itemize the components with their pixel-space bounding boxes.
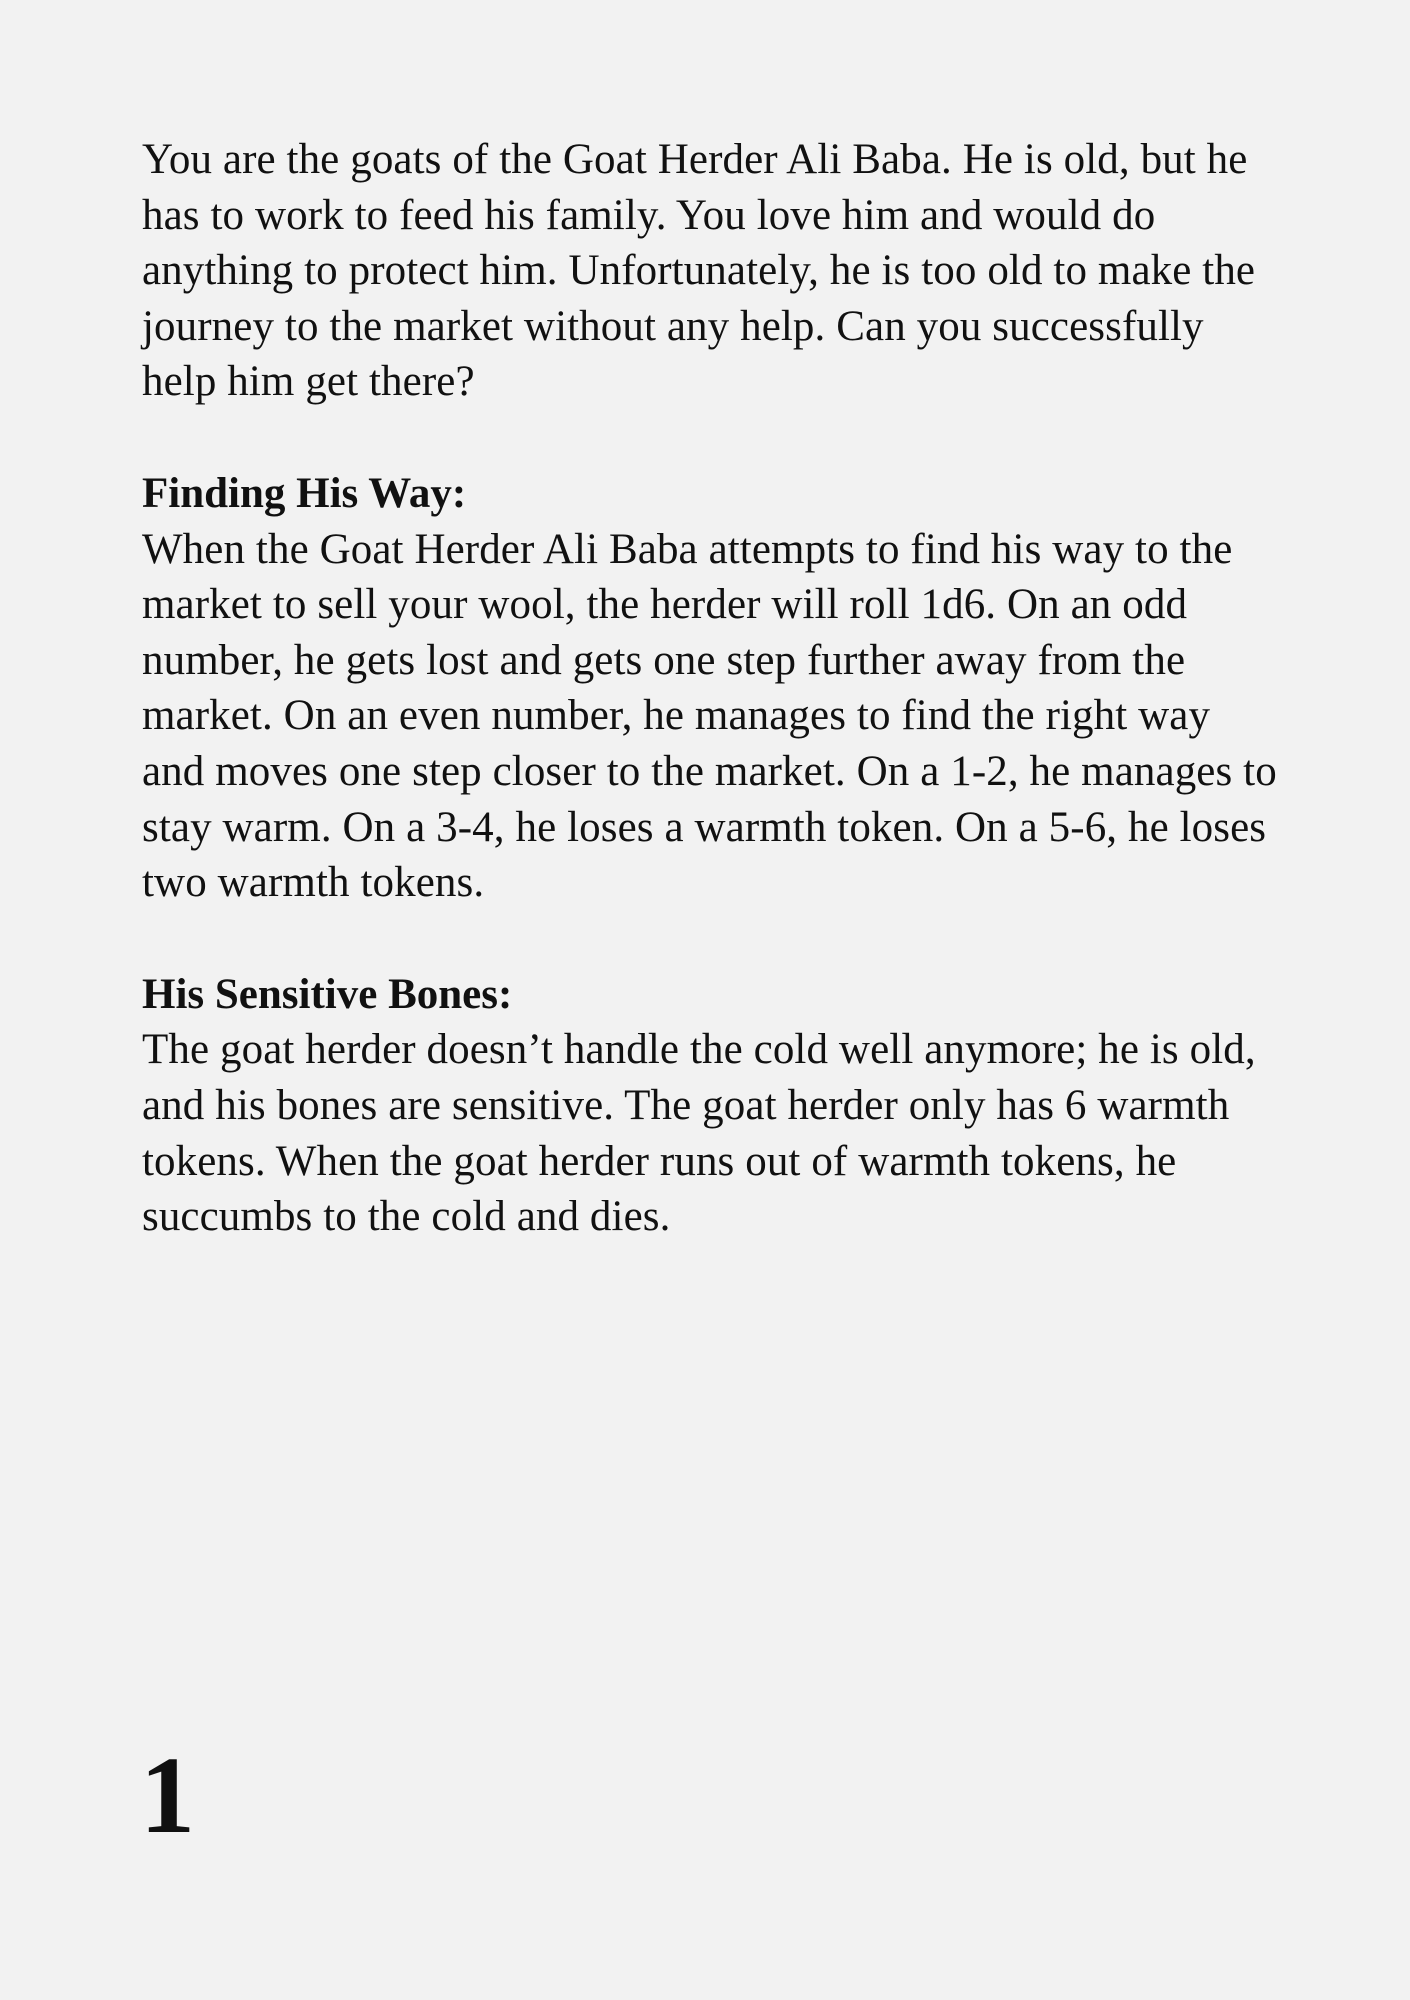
section-body: The goat herder doesn’t handle the cold well anymore; he is old, and his bones are sensitive. The goat herder only has 6 warmth tokens. When the goat herder runs out of warmth tokens, he succumbs to the cold and dies.: [142, 1026, 1256, 1241]
intro-paragraph: You are the goats of the Goat Herder Ali Baba. He is old, but he has to work to feed his family. You love him and would do anything to protect him. Unfortunately, he is too old to make the journey to the market without any help. Can you successfully help him get there?: [142, 136, 1256, 406]
section-heading: His Sensitive Bones:: [142, 970, 513, 1018]
section-heading: Finding His Way:: [142, 469, 467, 517]
section-his-sensitive-bones: [142, 967, 1282, 1245]
page-number: 1: [140, 1734, 195, 1856]
section-body: When the Goat Herder Ali Baba attempts to find his way to the market to sell your wool, the herder will roll 1d6. On an odd number, he gets lost and gets one step further away from the market. On an even number, he manages to find the right way and moves one step closer to the market. On a 1-2, he manages to stay warm. On a 3-4, he loses a warmth token. On a 5-6, he loses two warmth tokens.: [142, 525, 1277, 907]
document-page: [142, 132, 1282, 1245]
section-finding-his-way: [142, 466, 1282, 911]
